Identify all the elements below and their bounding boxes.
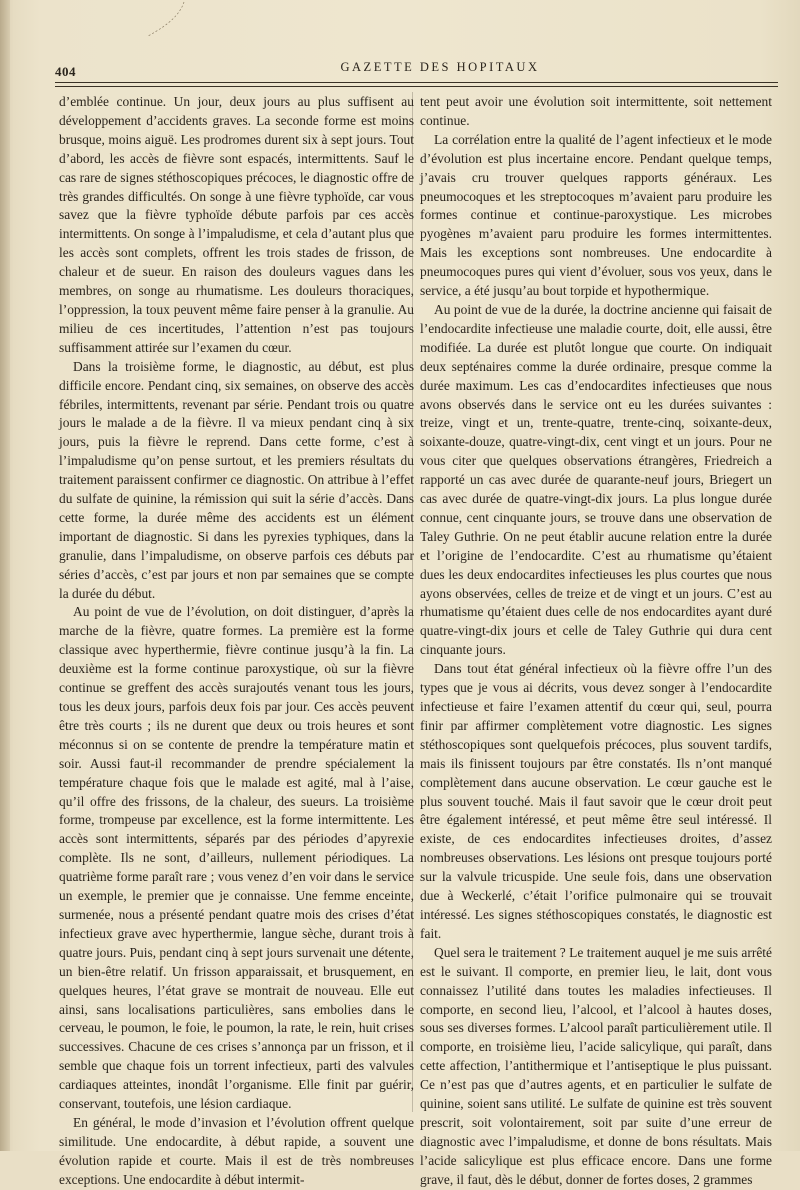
paragraph: Quel sera le traitement ? Le traitement auquel je me suis arrêté est le suivant. Il comporte, en premier lieu, le lait, dont vous connaissez l’utilité dans toutes les maladies infectieuses. Il comporte, en second lieu, l’alcool, et l’alcool à hautes doses, sous ses diverses formes. L’alcool paraît particulièrement utile. Il comporte, en troisième lieu, l’acide salicylique, qui paraît, dans cette affection, l’antithermique et l’antiseptique le plus puissant. Ce n’est pas que d’autres agents, et en particulier le sulfate de quinine, soient sans utilité. Le sulfate de quinine est très souvent prescrit, soit volontairement, soit par suite d’une erreur de diagnostic avec l’impaludisme, et donne de bons résultats. Mais l’acide salicylique est plus efficace encore. Dans une forme grave, il faut, dès le début, donner de fortes doses, 2 grammes <box>420 944 772 1187</box>
paragraph: En général, le mode d’invasion et l’évolution offrent quelque similitude. Une endocardite, à début rapide, a souvent une évolution rapide et courte. Mais il est de très nombreuses exceptions. Une endocardite à début intermit- <box>59 1114 414 1187</box>
paragraph: d’emblée continue. Un jour, deux jours au plus suffisent au développement d’accidents graves. La seconde forme est moins brusque, moins aiguë. Les prodromes durent six à sept jours. Tout d’abord, les accès de fièvre sont espacés, intermittents. Sauf le cas rare de signes stéthoscopiques précoces, le diagnostic offre de très grandes difficultés. On songe à une fièvre typhoïde, car vous savez que la fièvre typhoïde débute parfois par ces accès intermittents. On songe à l’impaludisme, et cela d’autant plus que les accès sont complets, offrent les trois stades de frisson, de chaleur et de sueur. En raison des douleurs vagues dans les membres, on songe au rhumatisme. Les douleurs thoraciques, l’oppression, la toux peuvent même faire penser à la granulie. Au milieu de ces incertitudes, l’attention n’est pas toujours suffisamment attirée sur l’examen du cœur. <box>59 94 414 355</box>
paragraph: Au point de vue de l’évolution, on doit distinguer, d’après la marche de la fièvre, quatre formes. La première est la forme classique avec hyperthermie, fièvre continue jusqu’à la fin. La deuxième est la forme continue paroxystique, où sur la fièvre continue se greffent des accès surajoutés venant tous les jours, tous les deux jours, parfois deux fois par jour. Ces accès peuvent être très courts ; ils ne durent que deux ou trois heures et sont méconnus si on se contente de prendre la température matin et soir. Aussi faut-il recommander de prendre spécialement la température chaque fois que le malade est agité, mal à l’aise, qu’il offre des frissons, de la chaleur, des sueurs. La troisième forme, trompeuse par excellence, est la forme intermittente. Les accès sont intermittents, séparés par des périodes d’apyrexie complète. Ils ne sont, d’ailleurs, nullement périodiques. La quatrième forme paraît rare ; vous venez d’en voir dans le service un exemple, le premier que je connaisse. Une femme enceinte, surmenée, nous a présenté pendant quatre mois des crises d’état infectieux grave avec hyperthermie, langue sèche, durant trois à quatre jours. Puis, pendant cinq à sept jours survenait une détente, un bien-être relatif. Un frisson apparaissait, et brusquement, en quelques heures, l’état grave se montrait de nouveau. Elle eut ainsi, sans localisations particulières, sans embolies dans le cerveau, le poumon, le foie, le poumon, la rate, le rein, huit crises successives. Chacune de ces crises s’annonça par un frisson, et il semble que chaque fois un torrent infectieux, parti des valvules cardiaques atteintes, inondât l’organisme. Elle finit par guérir, conservant, toutefois, une lésion cardiaque. <box>59 604 414 1112</box>
paragraph: Dans tout état général infectieux où la fièvre offre l’un des types que je vous ai décrits, vous devez songer à l’endocardite infectieuse et faire l’examen attentif du cœur qui, seul, pourra finir par affirmer complètement votre diagnostic. Les signes stéthoscopiques sont quelquefois précoces, plus souvent tardifs, mais ils finissent toujours par être constatés. Ils n’ont manqué complètement dans aucune observation. Le cœur gauche est le plus souvent touché. Mais il faut savoir que le cœur droit peut être également intéressé, et peut même être seul intéressé. Il existe, de ces endocardites infectieuses droites, d’assez nombreuses observations. Les lésions ont presque toujours porté sur la valvule tricuspide. Une seule fois, dans une observation due à Weckerlé, c’était l’orifice pulmonaire qui se trouvait intéressé. Les signes stéthoscopiques constatés, le diagnostic est fait. <box>420 661 772 941</box>
paragraph: Au point de vue de la durée, la doctrine ancienne qui faisait de l’endocardite infectieuse une maladie courte, doit, elle aussi, être modifiée. La durée est plutôt longue que courte. On indiquait deux septénaires comme la durée ordinaire, presque comme la durée maximum. Les cas d’endocardites infectieuses que nous avons observés dans le service ont eu les durées suivantes : treize, vingt et un, trente-quatre, trente-cinq, soixante-deux, soixante-douze, quatre-vingt-dix, cent vingt et un jours. Pour ne vous citer que quelques observations étrangères, Friedreich a rapporté un cas avec durée de quarante-neuf jours, Briegert un cas avec durée de quatre-vingt-dix jours. La plus longue durée connue, cent cinquante jours, se trouve dans une observation de Taley Guthrie. On ne peut établir aucune relation entre la durée et l’origine de l’endocardite. C’est au rhumatisme qu’étaient dues les deux endocardites infectieuses les plus courtes que nous ayons observées, celles de treize et de vingt et un jours. C’est au rhumatisme qu’étaient dues celle de nos endocardites ayant duré quatre-vingt-dix jours et celle de Taley Guthrie qui dura cent cinquante jours. <box>420 301 772 658</box>
paragraph: tent peut avoir une évolution soit intermittente, soit nettement continue. <box>420 94 772 128</box>
left-column <box>59 93 414 1187</box>
page-number: 404 <box>55 64 76 79</box>
right-column <box>420 93 772 1187</box>
running-head: GAZETTE DES HOPITAUX <box>340 60 540 74</box>
column-divider <box>412 92 413 1112</box>
binding-edge <box>0 0 10 1151</box>
pencil-mark-icon <box>140 0 200 40</box>
header-rule-thick <box>55 82 778 83</box>
header-rule-thin <box>55 86 778 87</box>
paragraph: Dans la troisième forme, le diagnostic, au début, est plus difficile encore. Pendant cinq, six semaines, on observe des accès fébriles, intermittents, revenant par série. Pendant trois ou quatre jours le malade a de la fièvre. Il va mieux pendant cinq à six jours, puis la fièvre le reprend. Dans cette forme, c’est à l’impaludisme qu’on pense surtout, et les premiers résultats du traitement paraissent confirmer ce diagnostic. On attribue à l’effet du sulfate de quinine, la rémission qui suit la série d’accès. Dans cette forme, la durée même des accidents est un élément important de diagnostic. Si dans les pyrexies typhiques, dans la granulie, dans l’impaludisme, on observe parfois ces débuts par séries d’accès, c’est par jours et non par semaines que se compte la durée du début. <box>59 358 414 601</box>
page-header <box>55 54 778 79</box>
paragraph: La corrélation entre la qualité de l’agent infectieux et le mode d’évolution est plus incertaine encore. Pendant quelque temps, j’avais cru trouver quelques rapports généraux. Les pneumocoques et les streptocoques m’avaient paru produire les formes continue et continue-paroxystique. Les microbes pyogènes m’avaient paru produire les formes intermittentes. Mais les exceptions sont nombreuses. Une endocardite à pneumocoques pures qui vient d’évoluer, sous vos yeux, dans le service, a été jusqu’au bout torpide et hypothermique. <box>420 131 772 299</box>
